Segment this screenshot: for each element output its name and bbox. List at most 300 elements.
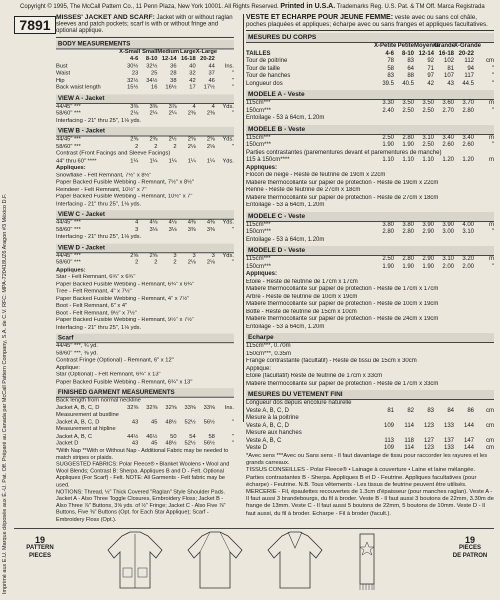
bottom-strip	[14, 528, 494, 595]
suggested-fabrics: SUGGESTED FABRICS: Polar Fleece® • Blanket Woolens • Wool and Wool Blends; Contrast B: Sherpa. Appliques B and D - Felt. Optional Appliques (For Scarf) - Felt. NOTE: All Garments - Felt fabric may be used.	[56, 461, 230, 489]
view-a-value-2: 3⅞	[168, 103, 177, 110]
scarf-sketch	[340, 528, 400, 594]
view-a-label: 44/45" ***	[56, 103, 81, 110]
modele-a-header: MODELE A - Veste	[246, 90, 494, 100]
view-a-value-2: 2¼	[168, 110, 177, 117]
modele-a-value-0: 3.30	[382, 100, 394, 107]
view-d-note-line: Boot - Felt Remnant, 6" x 4"	[56, 303, 128, 309]
body-measurement-row	[56, 71, 234, 78]
view-d-value-0: 2	[135, 260, 139, 266]
view-a-value-0: 2⅛	[130, 110, 139, 117]
echarpe-line: Etoile (facultatif) Reste de feutrine de 17cm x 33cm	[246, 373, 383, 380]
view-c-label: Interfacing - 21" thru 25", 1⅛ yds.	[56, 234, 142, 240]
view-a-value-4: 4	[211, 103, 215, 110]
french-column	[246, 14, 494, 518]
fr-finished-label: Longueur dos depuis encolure naturelle	[246, 400, 352, 407]
modele-c-value-5: "	[491, 229, 494, 236]
view-a-value-1: 2¼	[149, 110, 158, 117]
modele-b-label: 150cm***	[246, 142, 272, 149]
modele-b-label: Parties contrastantes (parementures devant et parementures de manche)	[246, 149, 442, 156]
modele-d-row	[246, 264, 494, 272]
fr-finished-value-0: 81	[387, 407, 394, 414]
fr-body-measurement-value-2: 42	[427, 80, 434, 87]
view-d-value-3: 2⅛	[187, 260, 196, 266]
modele-d-note-line: Arbre - Reste de feutrine de 10cm x 19cm	[246, 293, 358, 300]
fr-body-measurement-row	[246, 58, 494, 66]
fr-body-measurement-value-1: 64	[407, 65, 414, 72]
view-c-value-2: 4⅛	[168, 219, 177, 226]
view-c-value-5: "	[231, 227, 234, 233]
view-d-value-0: 2⅝	[130, 252, 139, 259]
echarpe-line: 150cm***, 0.35m	[246, 350, 292, 357]
body-measurement-value-1: 25	[151, 70, 158, 77]
body-measurement-value-4: 37	[208, 70, 215, 77]
mesures-du-corps-header: MESURES DU CORPS	[246, 33, 494, 43]
fr-body-measurement-value-1: 40.5	[402, 80, 414, 87]
modele-d-value-4: 2.00	[462, 263, 474, 270]
finished-value-4: 58	[208, 433, 215, 440]
fr-size-5	[474, 51, 494, 59]
view-d-header: VIEW D - Jacket	[56, 243, 234, 253]
fr-body-measurement-value-2: 97	[427, 73, 434, 80]
view-b-row	[56, 144, 234, 151]
english-title	[56, 14, 234, 38]
fr-body-measurement-value-4: 112	[464, 58, 474, 65]
body-measurement-label: Back waist length	[56, 84, 101, 91]
view-a-value-4: 2⅜	[206, 110, 215, 117]
scarf-line: 58/60" ***, ⅜ yd.	[56, 350, 98, 357]
size-5	[215, 56, 234, 63]
modele-b-value-1: 2.80	[402, 134, 414, 141]
finished-measurements-header: FINISHED GARMENT MEASUREMENTS	[56, 388, 234, 398]
modele-b-label: 115 à 150cm****	[246, 157, 290, 164]
fr-size-4: 20-22	[458, 50, 474, 57]
view-b-note-line: Paper Backed Fusible Webbing - Remnant, 7½" x 8½"	[56, 179, 195, 186]
body-measurement-value-1: 16	[151, 84, 158, 91]
modele-a-value-0: 2.40	[382, 107, 394, 114]
finished-row	[56, 427, 234, 434]
view-c-value-4: 3⅜	[206, 227, 215, 233]
body-measurement-value-5: "	[231, 84, 234, 91]
finished-label: Measurement at hipline	[56, 426, 116, 433]
mesures-vetement-fini-header: MESURES DU VETEMENT FINI	[246, 390, 494, 400]
modele-d-note-line: Etoile - Reste de feutrine de 17cm x 17cm	[246, 278, 358, 285]
fr-body-measurement-value-5: "	[491, 65, 494, 72]
view-b-value-4: 2⅝	[206, 136, 215, 143]
view-d-row	[56, 260, 234, 267]
body-measurement-value-1: 32½	[146, 63, 158, 70]
body-measurements-header: BODY MEASUREMENTS	[56, 39, 234, 49]
modele-c-value-0: 2.80	[382, 229, 394, 236]
jacket-back-sketch	[180, 528, 250, 594]
view-b-label: 58/60" ***	[56, 143, 81, 150]
view-d-value-5: Yds.	[222, 252, 234, 259]
scarf-header: Scarf	[56, 334, 234, 344]
modele-b-value-4: 3.40	[462, 134, 474, 141]
view-b-row	[56, 137, 234, 144]
view-b-value-4: 2⅛	[206, 143, 215, 150]
view-b-label: Contrast (Front Facings and Sleeve Facings)	[56, 150, 171, 157]
modele-d-value-0: 1.90	[382, 263, 394, 270]
scarf-line: 44/45" ***, ¾ yd.	[56, 343, 98, 350]
view-a-label: Interfacing - 21" thru 25", 1⅛ yds.	[56, 117, 142, 124]
size-name-0: X-Small	[119, 49, 141, 55]
view-c-value-0: 3	[135, 227, 139, 233]
finished-value-0: 43	[131, 440, 139, 447]
body-measurement-label: Hip	[56, 77, 65, 84]
fr-finished-value-5: cm	[486, 407, 494, 414]
view-b-value-5: "	[231, 143, 234, 150]
fr-size-name-0: X-Petite	[374, 43, 397, 50]
french-title-bold: VESTE ET ECHARPE POUR JEUNE FEMME:	[246, 14, 394, 21]
finished-label: Back length from normal neckline	[56, 397, 141, 404]
finished-label: Measurement at bustline	[56, 412, 119, 418]
view-d-note-line: Star - Felt Remnant, 6¾" x 6¾"	[56, 274, 136, 281]
view-c-label: 44/45" ***	[56, 219, 81, 226]
view-c-header: VIEW C - Jacket	[56, 210, 234, 220]
view-a-value-5: Yds.	[222, 103, 234, 110]
body-measurement-value-5: Ins.	[224, 63, 234, 70]
modele-b-row	[246, 150, 494, 158]
body-measurement-value-2: 36	[170, 63, 177, 70]
body-measurement-value-3: 17	[189, 84, 196, 91]
view-a-value-0: 3⅜	[130, 103, 139, 110]
size-4: 20-22	[200, 56, 215, 62]
modele-c-value-2: 2.90	[422, 229, 434, 236]
view-d-note-line: Paper Backed Fusible Webbing - Remnant, 9½" x 7½"	[56, 317, 195, 324]
view-d-value-2: 3	[173, 252, 177, 259]
modele-b-note-line: Renne - Reste de feutrine de 27cm x 18cm	[246, 187, 361, 194]
finished-value-3: 54	[189, 433, 196, 440]
modele-b-label: 115cm***	[246, 134, 271, 141]
modele-b-value-4: 1.20	[462, 157, 474, 164]
modele-a-value-5: m	[489, 100, 494, 107]
modele-b-note-line: Entoilage - 53 à 64cm, 1.20m	[246, 202, 325, 209]
fr-finished-row	[246, 423, 494, 431]
fr-size-1: 8-10	[401, 50, 414, 57]
modele-d-note-line: Matière thermocollante sur papier de protection - Reste de 24cm x 19cm	[246, 316, 439, 323]
modele-b-value-1: 1.10	[402, 157, 414, 164]
fr-finished-value-1: 82	[407, 407, 414, 414]
fr-size-name-3: Grande	[434, 43, 456, 50]
fr-finished-row	[246, 400, 494, 408]
modele-c-row	[246, 222, 494, 230]
tailles-label: TAILLES	[246, 50, 271, 57]
tissus-conseilles: TISSUS CONSEILLES - Polar Fleece® • Lainage à couverture • Laine et laine mélangée. Parties contrastantes B - Sherpa. Appliques B et D - Feutrine. Appliques facultatives (pour écharpe) - Feutrine. N.B. Tous vêtements - Les tissus de feutrine peuvent être utilisés.	[246, 467, 477, 488]
pieces-count-en: 19	[34, 535, 45, 545]
fr-size-name-1: Petite	[397, 43, 414, 50]
body-measurement-value-0: 30½	[127, 63, 139, 70]
modele-b-value-1: 1.90	[402, 142, 414, 149]
fr-body-measurement-row	[246, 81, 494, 89]
printed-text: Printed in U.S.A.	[280, 3, 336, 10]
view-b-value-5: Yds.	[222, 136, 234, 143]
fr-body-measurement-value-4: 44.5	[462, 80, 474, 87]
modele-c-value-0: 3.80	[382, 221, 394, 228]
view-b-note-line: Appliques:	[56, 165, 86, 172]
fr-body-measurement-label: Tour de poitrine	[246, 58, 288, 65]
modele-b-value-0: 1.10	[382, 157, 394, 164]
pieces-label-en-2: PIECES	[28, 553, 51, 559]
size-2: 12-14	[161, 56, 177, 62]
nap-note: *With Nap **With or Without Nap - Additional Fabric may be needed to match stripes or plaids.	[56, 448, 229, 461]
view-b-value-5: Yds.	[222, 158, 234, 164]
fr-finished-value-5: cm	[486, 445, 494, 452]
modele-b-value-0: 2.50	[382, 134, 394, 141]
finished-value-0: 43	[131, 419, 139, 426]
finished-value-3: 52½	[184, 419, 196, 426]
modele-c-label: 115cm***	[246, 221, 271, 228]
finished-value-2: 48½	[165, 419, 177, 426]
jacket-front-sketch	[100, 528, 170, 594]
view-c-value-1: 3⅛	[149, 227, 158, 233]
modele-b-value-0: 1.90	[382, 142, 394, 149]
modele-c-label: Entoilage - 53 à 64cm, 1.20m	[246, 236, 325, 243]
pieces-count-fr: 19	[464, 535, 475, 545]
finished-label: Jacket A, B, C, D	[56, 419, 100, 426]
fr-finished-value-4: 144	[463, 445, 474, 452]
body-measurement-value-4: 46	[208, 77, 215, 84]
body-measurement-value-4: 44	[208, 63, 215, 70]
modele-d-header: MODELE D - Veste	[246, 246, 494, 256]
body-measurement-value-5: "	[231, 77, 234, 84]
fr-body-measurement-value-5: "	[491, 73, 494, 80]
modele-a-value-1: 3.50	[402, 100, 414, 107]
fr-body-measurement-row	[246, 73, 494, 81]
view-b-value-4: 1¼	[206, 158, 215, 164]
english-column	[56, 14, 234, 524]
modele-a-label: 150cm***	[246, 107, 272, 114]
modele-b-row	[246, 142, 494, 150]
view-d-note-line: Boot - Felt Remnant, 9½" x 7½"	[56, 310, 137, 316]
modele-b-value-4: 2.60	[462, 142, 474, 149]
echarpe-line: Applique:	[246, 365, 272, 372]
fr-size-name-2: Moyenne	[414, 43, 441, 50]
modele-a-row	[246, 108, 494, 116]
view-d-note-line: Appliques:	[56, 267, 86, 273]
body-measurement-value-0: 32½	[127, 77, 139, 84]
modele-d-note-line: Matière thermocollante sur papier de protection - Reste de 10cm x 19cm	[246, 301, 439, 308]
modele-b-row	[246, 157, 494, 165]
finished-value-5: "	[231, 419, 234, 426]
modele-a-value-2: 2.50	[422, 107, 434, 114]
view-a-value-3: 2⅜	[187, 110, 196, 117]
body-measurement-value-1: 34½	[146, 77, 158, 84]
scarf-line: Paper Backed Fusible Webbing - Remnant, 6¾" x 13"	[56, 379, 193, 385]
modele-d-value-3: 3.10	[442, 256, 454, 263]
view-b-row	[56, 151, 234, 158]
body-measurement-label: Waist	[56, 70, 71, 77]
view-c-value-2: 3⅛	[168, 227, 177, 233]
modele-b-note-line: Flocon de neige - Reste de feutrine de 19cm x 22cm	[246, 172, 386, 179]
finished-value-4: 33⅝	[203, 404, 215, 411]
view-a-value-5: "	[231, 110, 234, 117]
modele-a-label: Entoilage - 53 à 64cm, 1.20m	[246, 115, 325, 122]
fr-finished-row	[246, 445, 494, 453]
pieces-label-en-1: PATTERN	[26, 545, 54, 551]
finished-value-1: 45	[151, 419, 158, 426]
view-a-row	[56, 118, 234, 125]
modele-b-note-line: Appliques:	[246, 164, 277, 171]
modele-d-note-line: Botte - Reste de feutrine de 15cm x 10cm	[246, 308, 357, 315]
size-name-3: Large	[180, 49, 196, 55]
scarf-line: Applique:	[56, 364, 80, 371]
modele-d-value-5: m	[489, 256, 494, 263]
modele-c-value-1: 3.80	[402, 221, 414, 228]
view-d-note-line: Tree - Felt Remnant, 4" x 7½"	[56, 288, 132, 295]
fr-finished-label: Mesure aux hanches	[246, 430, 302, 437]
view-a-header: VIEW A - Jacket	[56, 94, 234, 104]
modele-d-value-4: 3.20	[462, 256, 474, 263]
fr-finished-value-1: 114	[404, 422, 414, 429]
fr-finished-label: Mesure à la poitrine	[246, 415, 299, 422]
size-3: 16-18	[181, 56, 196, 62]
modele-d-note-line: Entoilage - 53 à 64cm, 1.20m	[246, 323, 325, 330]
modele-b-header: MODELE B - Veste	[246, 125, 494, 135]
view-d-value-2: 2	[173, 260, 177, 266]
mercerie: MERCERIE - Fil, épaulettes recouvertes de 1.3cm d'épaisseur (pour manches raglan). Veste A - Il faut aussi 3 brandebourgs, du fil à broder. Veste B - Il faut aussi 3 boutons de 22mm, 3.30m de frange de 13mm. Veste C - Il faut aussi 5 boutons de 22mm, 5 boutons de 10mm. Veste D - Il faut aussi, du fil à broder. Echarpe - Fil à broder (facult.).	[246, 488, 494, 517]
fr-finished-row	[246, 415, 494, 423]
size-name-2: Medium	[157, 49, 180, 55]
fr-finished-value-2: 123	[423, 422, 434, 429]
size-names-row	[56, 49, 234, 56]
body-measurement-label: Bust	[56, 63, 68, 70]
side-vertical-text	[2, 34, 14, 594]
view-c-value-5: Yds.	[222, 219, 234, 226]
fr-body-measurement-value-2: 71	[427, 65, 434, 72]
finished-row	[56, 441, 234, 448]
view-d-label: 44/45" ***	[56, 252, 81, 259]
view-b-note-line: Reindeer - Felt Remnant, 10½" x 7"	[56, 186, 147, 193]
view-b-value-0: 1¼	[130, 158, 139, 164]
fr-finished-value-0: 109	[383, 445, 394, 452]
fr-body-measurement-value-0: 83	[387, 73, 394, 80]
body-measurement-value-5: "	[231, 70, 234, 77]
fr-finished-value-4: 144	[463, 422, 474, 429]
view-d-row	[56, 253, 234, 260]
body-measurement-value-0: 23	[131, 70, 139, 77]
finished-label: Jacket A, B, C, D	[56, 404, 100, 411]
view-b-value-2: 2	[173, 143, 177, 150]
trademarks-text: Trademarks Reg. U.S. Pat. & TM Off. Marca Registrada	[336, 4, 485, 10]
modele-b-value-5: m	[489, 134, 494, 141]
view-d-label: 58/60" ***	[56, 260, 81, 266]
fr-size-2: 12-14	[418, 50, 434, 57]
size-name-5	[215, 49, 234, 56]
fr-body-measurement-value-3: 107	[443, 73, 454, 80]
view-b-value-2: 1¼	[168, 158, 177, 164]
fr-body-measurement-value-3: 43	[447, 80, 454, 87]
finished-value-3: 52½	[184, 440, 196, 447]
modele-b-value-2: 3.10	[422, 134, 434, 141]
fr-body-measurement-value-2: 92	[427, 58, 434, 65]
modele-a-value-5: "	[491, 107, 494, 114]
view-d-value-1: 2⅝	[149, 252, 158, 259]
view-a-row	[56, 104, 234, 111]
finished-value-3: 33⅝	[184, 404, 196, 411]
fr-finished-value-1: 114	[404, 445, 414, 452]
view-a-label: 58/60" ***	[56, 110, 81, 117]
size-1: 8-10	[145, 56, 158, 62]
copyright-text: Copyright © 1995, The McCall Pattern Co., 11 Penn Plaza, New York 10001. All Rights Reserved.	[20, 4, 279, 10]
fr-finished-label: Veste D	[246, 445, 268, 452]
modele-c-value-5: m	[489, 221, 494, 228]
modele-b-note-line: Matière thermocollante sur papier de protection - Reste de 19cm x 22cm	[246, 179, 439, 186]
modele-a-value-4: 3.70	[462, 100, 474, 107]
fr-body-measurement-value-1: 88	[407, 73, 414, 80]
view-c-row	[56, 234, 234, 241]
body-measurement-value-2: 28	[170, 70, 177, 77]
pieces-de-patron-count	[446, 536, 494, 560]
finished-value-2: 32⅝	[165, 404, 177, 411]
fr-finished-label: Veste A, B, C, D	[246, 422, 290, 429]
finished-row	[56, 419, 234, 426]
modele-b-value-2: 1.10	[422, 157, 434, 164]
fr-body-measurement-value-0: 39.5	[382, 80, 394, 87]
fr-finished-value-4: 147	[463, 437, 474, 444]
fr-finished-value-2: 123	[423, 445, 434, 452]
echarpe-header: Echarpe	[246, 333, 494, 343]
modele-a-value-1: 2.50	[402, 107, 414, 114]
finished-label: Jacket A, B, C	[56, 433, 93, 440]
view-c-value-3: 3⅜	[187, 227, 196, 233]
modele-b-value-5: "	[491, 142, 494, 149]
fr-body-measurement-label: Tour de hanches	[246, 73, 291, 80]
view-d-note-line: Interfacing - 21" thru 25", 1⅛ yds.	[56, 324, 142, 331]
finished-value-2: 48½	[165, 440, 177, 447]
fr-finished-value-3: 133	[443, 445, 454, 452]
modele-b-value-3: 3.40	[442, 134, 454, 141]
view-b-value-1: 2⅜	[149, 136, 158, 143]
pattern-pieces-count	[20, 536, 60, 560]
view-a-row	[56, 111, 234, 118]
column-divider	[243, 14, 244, 422]
modele-c-value-3: 3.00	[442, 229, 454, 236]
view-b-value-1: 2	[154, 143, 158, 150]
finished-value-1: 32⅜	[146, 404, 158, 411]
echarpe-line: 115cm***, 0.70m	[246, 343, 291, 350]
view-b-value-3: 2⅛	[187, 143, 196, 150]
modele-b-note-line: Matière thermocollante sur papier de protection - Reste de 27cm x 18cm	[246, 194, 439, 201]
fr-finished-value-2: 127	[423, 437, 434, 444]
fr-finished-value-0: 113	[384, 437, 394, 444]
fr-body-measurement-label: Tour de taille	[246, 65, 281, 72]
pattern-number: 7891	[14, 16, 56, 34]
view-a-value-3: 4	[192, 103, 196, 110]
fr-size-3: 16-18	[438, 50, 454, 57]
sizes-row	[56, 56, 234, 63]
body-measurement-value-2: 16½	[165, 84, 177, 91]
fr-finished-value-4: 86	[467, 407, 474, 414]
finished-row	[56, 405, 234, 412]
modele-b-value-3: 1.20	[442, 157, 454, 164]
copyright-line	[20, 3, 485, 10]
modele-d-value-5: "	[491, 263, 494, 270]
fr-finished-row	[246, 430, 494, 438]
modele-a-value-3: 2.70	[442, 107, 454, 114]
fr-finished-label: Veste A, B, C, D	[246, 407, 290, 414]
body-measurement-row	[56, 85, 234, 92]
fr-nap-note: *Avec sens ***Avec ou Sans sens - Il faut davantage de tissu pour raccorder les rayures et les grands carreaux.	[246, 452, 488, 467]
view-b-label: 44/45" ***	[56, 136, 81, 143]
modele-d-label: 150cm***	[246, 263, 272, 270]
view-b-note-line: Paper Backed Fusible Webbing - Remnant, 10½" x 7"	[56, 193, 193, 200]
view-b-label: 44" thru 60" ****	[56, 158, 97, 164]
view-c-value-1: 4⅛	[149, 219, 158, 226]
body-measurement-value-4: 17½	[203, 84, 215, 91]
scarf-line: Contrast Fringe (Optional) - Remnant, 6" x 12"	[56, 357, 174, 364]
view-d-note-line: Paper Backed Fusible Webbing - Remnant, 4" x 7½"	[56, 295, 190, 302]
